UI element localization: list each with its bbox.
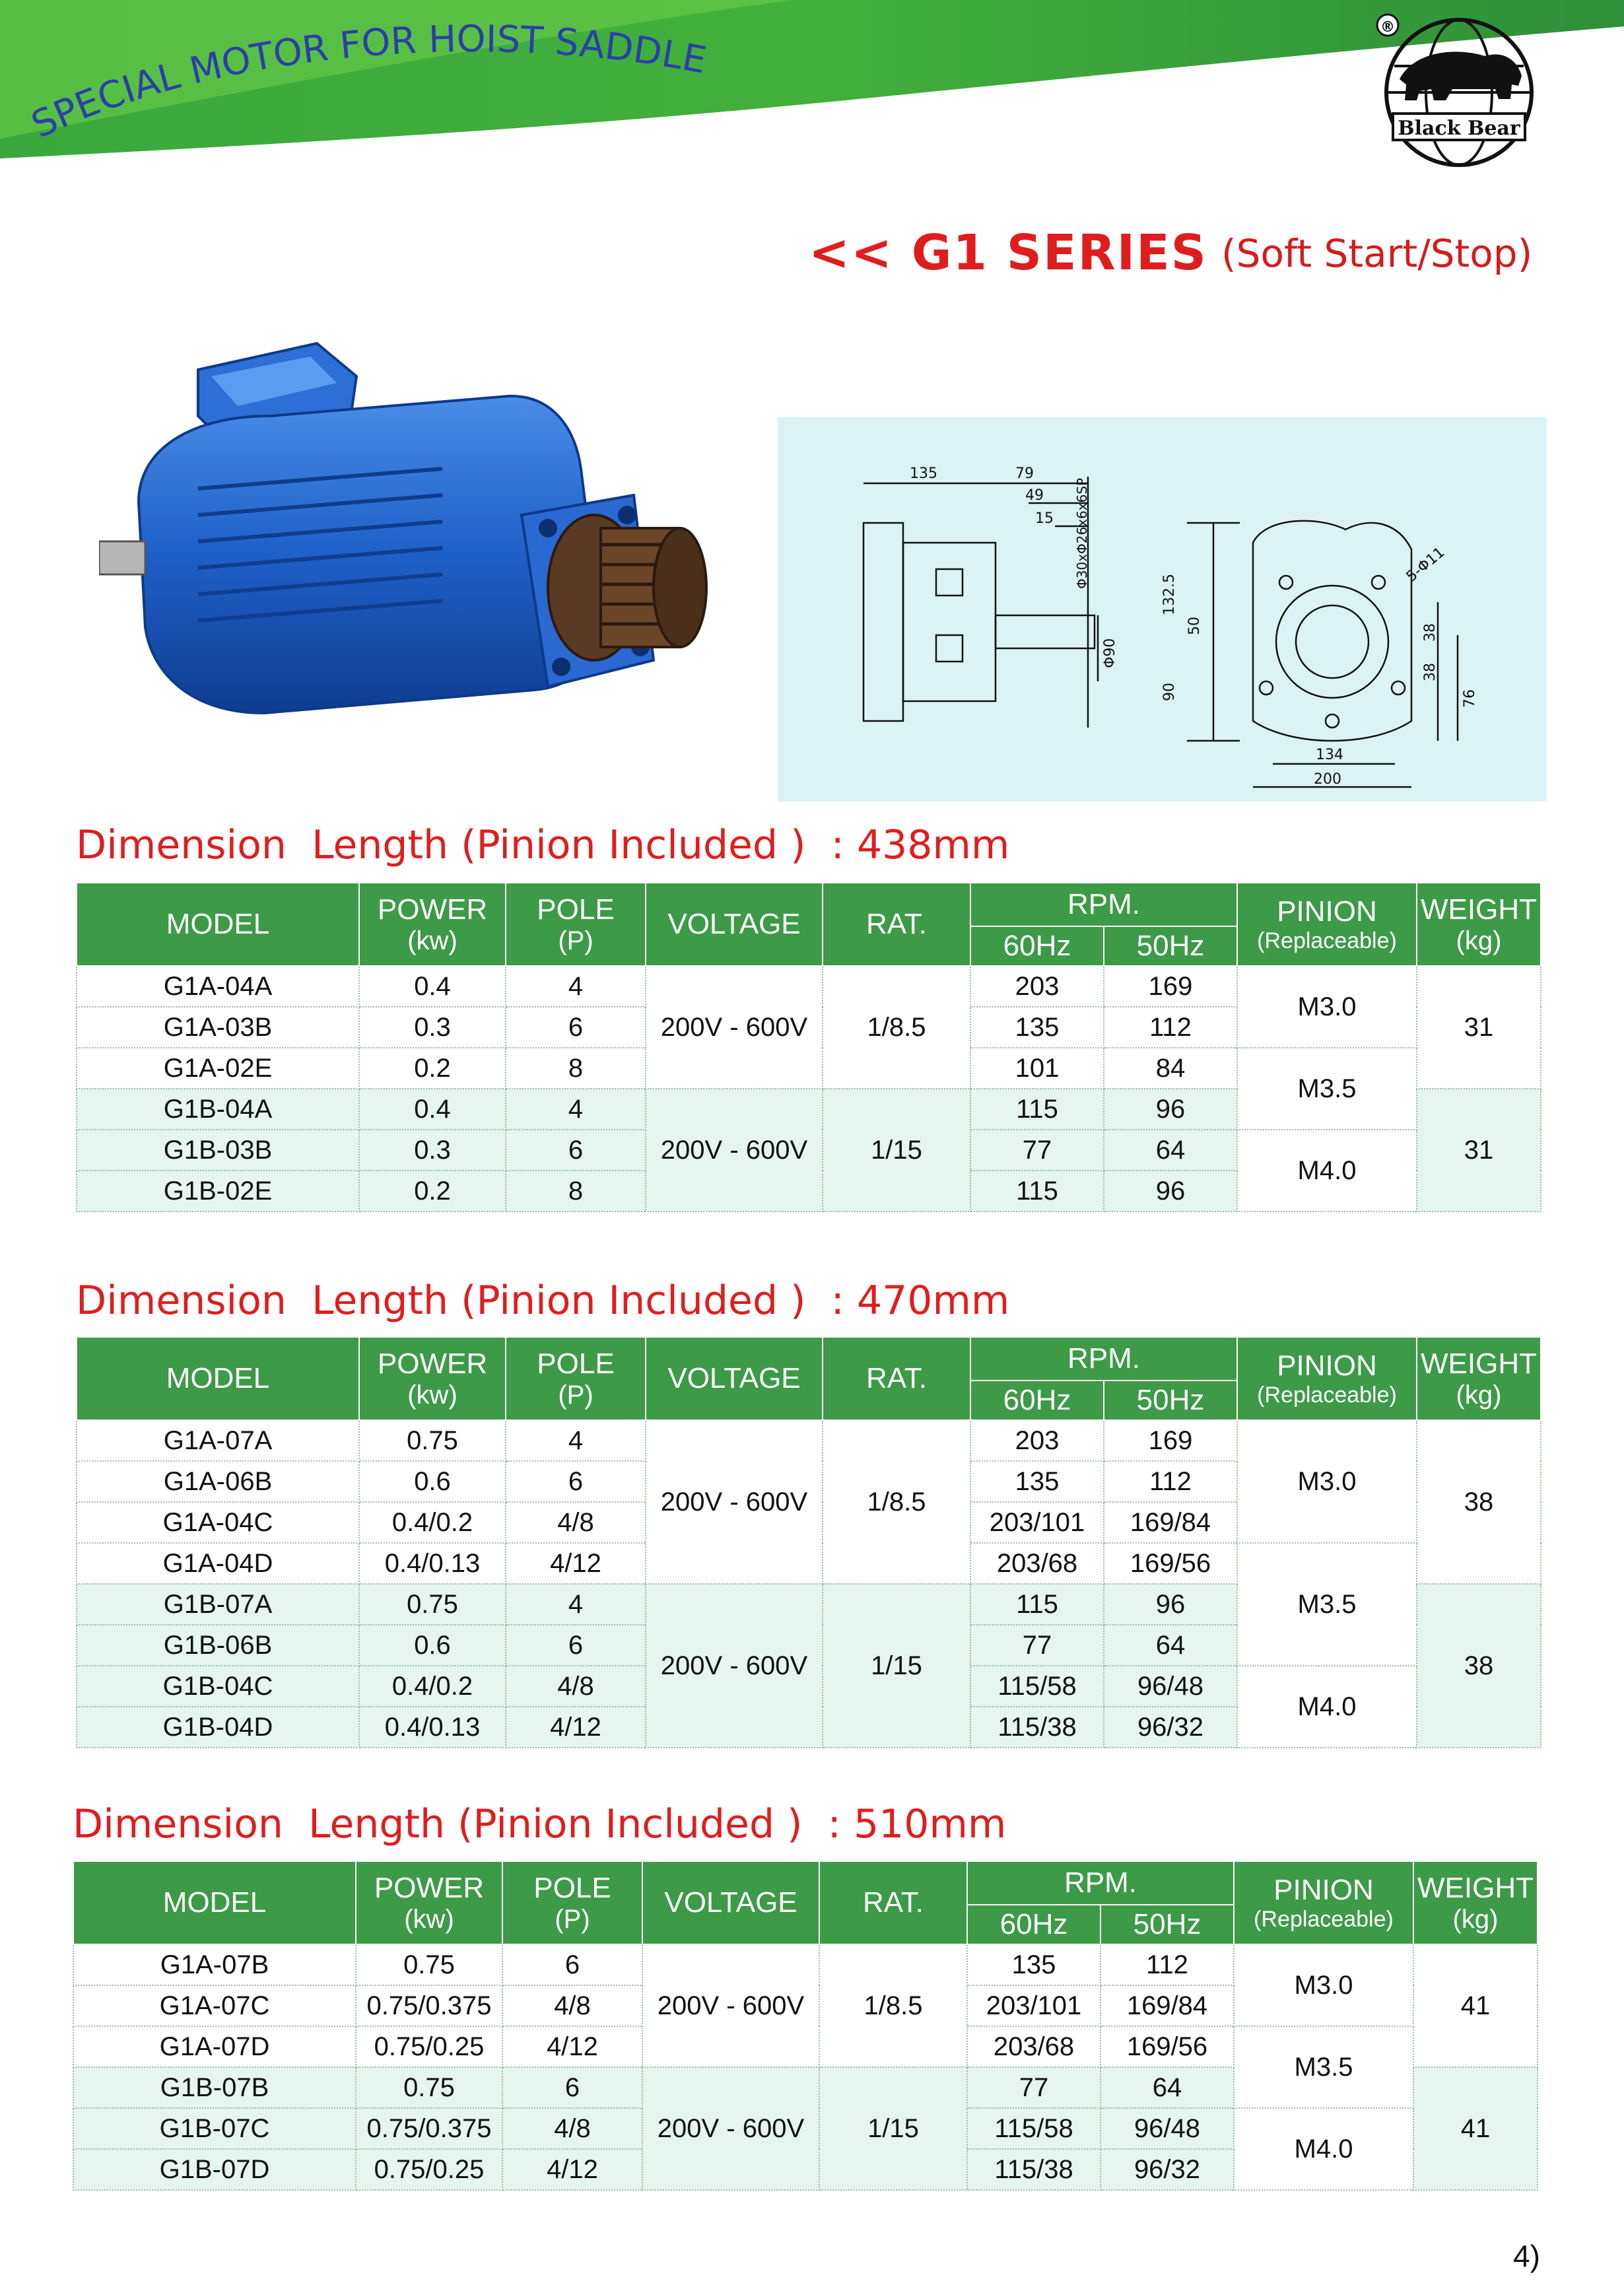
cell-rat: 1/8.5 (819, 1944, 967, 2067)
col-power: POWER (kw) (356, 1861, 502, 1944)
spec-table-438 (76, 882, 1541, 1212)
cell-pole: 4 (506, 1089, 646, 1130)
dim-label: Φ90 (1102, 638, 1118, 668)
cell-rpm50: 84 (1104, 1048, 1237, 1089)
cell-model: G1B-04D (77, 1707, 359, 1748)
col-rat: RAT. (823, 883, 970, 966)
cell-rpm50: 96/48 (1104, 1666, 1237, 1707)
cell-rpm60: 203/68 (970, 1543, 1104, 1584)
dim-label: 134 (1316, 747, 1343, 763)
cell-rpm60: 135 (967, 1944, 1100, 1985)
col-weight: WEIGHT (kg) (1413, 1861, 1538, 1944)
dimension-heading-438: Dimension Length (Pinion Included ) : 438mm (76, 822, 1010, 868)
cell-rpm60: 115/38 (970, 1707, 1104, 1748)
cell-power: 0.4 (359, 966, 506, 1007)
cell-model: G1A-07B (73, 1944, 356, 1985)
cell-power: 0.2 (359, 1048, 506, 1089)
cell-rpm60: 203 (970, 1420, 1104, 1461)
col-voltage: VOLTAGE (642, 1861, 819, 1944)
table-row (73, 1944, 1538, 1985)
cell-power: 0.75 (359, 1420, 506, 1461)
cell-weight: 41 (1413, 1944, 1538, 2067)
cell-rpm60: 135 (970, 1007, 1104, 1048)
cell-rat: 1/8.5 (823, 966, 970, 1089)
banner-title: SPECIAL MOTOR FOR HOIST SADDLE (25, 17, 710, 147)
cell-rpm50: 96 (1104, 1584, 1237, 1625)
cell-rpm60: 203/101 (970, 1502, 1104, 1543)
cell-rpm50: 112 (1100, 1944, 1234, 1985)
col-pinion: PINION (Replaceable) (1234, 1861, 1413, 1944)
series-subtitle: (Soft Start/Stop) (1221, 231, 1533, 276)
cell-rpm50: 96/48 (1100, 2108, 1234, 2149)
cell-pole: 4/12 (502, 2026, 642, 2067)
cell-power: 0.4 (359, 1089, 506, 1130)
cell-voltage: 200V - 600V (646, 966, 823, 1089)
cell-rpm50: 169 (1104, 1420, 1237, 1461)
motor-photo (99, 317, 746, 779)
cell-pole: 8 (506, 1171, 646, 1212)
cell-rpm60: 77 (970, 1625, 1104, 1666)
cell-voltage: 200V - 600V (646, 1420, 823, 1584)
col-pinion: PINION (Replaceable) (1237, 883, 1417, 966)
col-rpm: RPM. (970, 883, 1237, 926)
cell-voltage: 200V - 600V (646, 1089, 823, 1212)
col-voltage: VOLTAGE (646, 883, 823, 966)
table-row (77, 966, 1541, 1007)
spec-table-470 (76, 1336, 1541, 1748)
cell-rpm50: 96/32 (1104, 1707, 1237, 1748)
cell-power: 0.75/0.25 (356, 2149, 502, 2190)
cell-model: G1B-07A (77, 1584, 359, 1625)
cell-pinion: M4.0 (1237, 1130, 1417, 1212)
cell-power: 0.4/0.13 (359, 1707, 506, 1748)
cell-rat: 1/15 (823, 1089, 970, 1212)
dim-label: Φ30xΦ26x6x6SP (1074, 477, 1090, 589)
cell-rat: 1/8.5 (823, 1420, 970, 1584)
cell-model: G1B-03B (77, 1130, 359, 1171)
dim-label: 15 (1035, 510, 1054, 527)
cell-power: 0.75 (356, 2067, 502, 2108)
cell-model: G1B-07B (73, 2067, 356, 2108)
cell-model: G1A-07C (73, 1985, 356, 2026)
cell-pole: 4 (506, 1584, 646, 1625)
dim-label: 76 (1462, 689, 1478, 708)
cell-rpm60: 101 (970, 1048, 1104, 1089)
cell-pinion: M3.5 (1237, 1048, 1417, 1130)
cell-weight: 31 (1417, 966, 1541, 1089)
cell-pinion: M3.0 (1234, 1944, 1413, 2026)
cell-rpm50: 169/84 (1100, 1985, 1234, 2026)
dimension-heading-470: Dimension Length (Pinion Included ) : 470mm (76, 1278, 1010, 1324)
registered-mark: ® (1380, 19, 1395, 36)
cell-rpm60: 115 (970, 1171, 1104, 1212)
cell-pole: 4 (506, 1420, 646, 1461)
col-model: MODEL (77, 883, 359, 966)
dim-label: 90 (1161, 683, 1178, 701)
page-number: 4) (1513, 2239, 1540, 2273)
cell-rpm50: 169/84 (1104, 1502, 1237, 1543)
cell-rpm60: 203 (970, 966, 1104, 1007)
cell-rpm50: 64 (1100, 2067, 1234, 2108)
cell-power: 0.2 (359, 1171, 506, 1212)
col-weight: WEIGHT (kg) (1417, 883, 1541, 966)
cell-model: G1A-04A (77, 966, 359, 1007)
dim-label: 132.5 (1161, 574, 1178, 615)
cell-power: 0.6 (359, 1461, 506, 1502)
cell-power: 0.6 (359, 1625, 506, 1666)
cell-pinion: M3.0 (1237, 966, 1417, 1048)
cell-rpm50: 112 (1104, 1007, 1237, 1048)
dim-label: 200 (1314, 771, 1341, 788)
cell-pole: 4/12 (506, 1707, 646, 1748)
cell-pole: 6 (506, 1625, 646, 1666)
dim-label: 38 (1422, 623, 1438, 642)
cell-model: G1A-07D (73, 2026, 356, 2067)
cell-rat: 1/15 (819, 2067, 967, 2190)
dim-label: 49 (1025, 487, 1044, 504)
col-rpm-50hz: 50Hz (1104, 1381, 1237, 1420)
col-power: POWER (kw) (359, 1337, 506, 1420)
cell-rpm60: 115/58 (970, 1666, 1104, 1707)
cell-rat: 1/15 (823, 1584, 970, 1748)
cell-model: G1B-02E (77, 1171, 359, 1212)
cell-rpm60: 115 (970, 1089, 1104, 1130)
col-pinion: PINION (Replaceable) (1237, 1337, 1417, 1420)
cell-power: 0.4/0.2 (359, 1666, 506, 1707)
cell-pole: 6 (506, 1461, 646, 1502)
cell-pinion: M3.0 (1237, 1420, 1417, 1543)
cell-rpm50: 96/32 (1100, 2149, 1234, 2190)
cell-power: 0.4/0.2 (359, 1502, 506, 1543)
col-rat: RAT. (823, 1337, 970, 1420)
cell-model: G1A-06B (77, 1461, 359, 1502)
cell-rpm60: 135 (970, 1461, 1104, 1502)
cell-pinion: M3.5 (1234, 2026, 1413, 2108)
cell-power: 0.3 (359, 1130, 506, 1171)
col-pole: POLE (P) (502, 1861, 642, 1944)
cell-power: 0.75/0.375 (356, 2108, 502, 2149)
col-power: POWER (kw) (359, 883, 506, 966)
col-rpm: RPM. (970, 1337, 1237, 1381)
dim-label: 135 (910, 465, 937, 482)
cell-model: G1B-04A (77, 1089, 359, 1130)
cell-model: G1A-07A (77, 1420, 359, 1461)
col-weight: WEIGHT (kg) (1417, 1337, 1541, 1420)
cell-rpm50: 64 (1104, 1625, 1237, 1666)
cell-power: 0.75 (359, 1584, 506, 1625)
cell-model: G1A-04C (77, 1502, 359, 1543)
cell-model: G1B-06B (77, 1625, 359, 1666)
cell-model: G1B-07C (73, 2108, 356, 2149)
cell-pole: 4/8 (502, 1985, 642, 2026)
cell-rpm50: 169 (1104, 966, 1237, 1007)
cell-pole: 4/8 (502, 2108, 642, 2149)
cell-rpm60: 203/68 (967, 2026, 1100, 2067)
dimension-heading-510: Dimension Length (Pinion Included ) : 510mm (73, 1801, 1007, 1847)
table-row (77, 1420, 1541, 1461)
cell-pole: 6 (502, 2067, 642, 2108)
cell-pole: 6 (506, 1007, 646, 1048)
cell-voltage: 200V - 600V (642, 2067, 819, 2190)
cell-weight: 38 (1417, 1420, 1541, 1584)
cell-rpm50: 112 (1104, 1461, 1237, 1502)
brand-name: Black Bear (1398, 117, 1520, 140)
col-pole: POLE (P) (506, 883, 646, 966)
col-rpm: RPM. (967, 1861, 1234, 1905)
cell-model: G1A-02E (77, 1048, 359, 1089)
cell-pole: 8 (506, 1048, 646, 1089)
cell-pole: 6 (506, 1130, 646, 1171)
dim-label: 79 (1015, 465, 1034, 482)
col-model: MODEL (73, 1861, 356, 1944)
cell-rpm60: 115 (970, 1584, 1104, 1625)
cell-rpm60: 115/58 (967, 2108, 1100, 2149)
dim-label: 50 (1186, 617, 1203, 635)
col-rpm-60hz: 60Hz (970, 1381, 1104, 1420)
col-rat: RAT. (819, 1861, 967, 1944)
cell-power: 0.75 (356, 1944, 502, 1985)
cell-voltage: 200V - 600V (646, 1584, 823, 1748)
cell-power: 0.4/0.13 (359, 1543, 506, 1584)
cell-weight: 41 (1413, 2067, 1538, 2190)
col-model: MODEL (77, 1337, 359, 1420)
cell-pole: 4/8 (506, 1502, 646, 1543)
col-pole: POLE (P) (506, 1337, 646, 1420)
col-rpm-60hz: 60Hz (967, 1905, 1100, 1944)
col-rpm-60hz: 60Hz (970, 926, 1104, 966)
cell-pinion: M3.5 (1237, 1543, 1417, 1666)
col-rpm-50hz: 50Hz (1104, 926, 1237, 966)
cell-rpm50: 169/56 (1104, 1543, 1237, 1584)
cell-pole: 4 (506, 966, 646, 1007)
cell-rpm60: 77 (967, 2067, 1100, 2108)
cell-rpm50: 64 (1104, 1130, 1237, 1171)
cell-power: 0.75/0.375 (356, 1985, 502, 2026)
series-title: << G1 SERIES (809, 224, 1207, 281)
cell-voltage: 200V - 600V (642, 1944, 819, 2067)
col-rpm-50hz: 50Hz (1100, 1905, 1234, 1944)
dim-label: 5-Φ11 (1403, 544, 1448, 586)
col-voltage: VOLTAGE (646, 1337, 823, 1420)
cell-pole: 6 (502, 1944, 642, 1985)
black-bear-logo (1353, 7, 1565, 172)
cell-rpm50: 96 (1104, 1171, 1237, 1212)
cell-pole: 4/12 (506, 1543, 646, 1584)
cell-pinion: M4.0 (1234, 2108, 1413, 2190)
cell-power: 0.3 (359, 1007, 506, 1048)
cell-model: G1A-04D (77, 1543, 359, 1584)
cell-weight: 31 (1417, 1089, 1541, 1212)
cell-rpm60: 77 (970, 1130, 1104, 1171)
dimension-drawing (778, 417, 1547, 802)
cell-rpm60: 115/38 (967, 2149, 1100, 2190)
dim-label: 38 (1422, 663, 1438, 681)
cell-model: G1B-07D (73, 2149, 356, 2190)
cell-pinion: M4.0 (1237, 1666, 1417, 1748)
cell-power: 0.75/0.25 (356, 2026, 502, 2067)
cell-model: G1A-03B (77, 1007, 359, 1048)
cell-pole: 4/8 (506, 1666, 646, 1707)
spec-table-510 (73, 1861, 1538, 2191)
cell-pole: 4/12 (502, 2149, 642, 2190)
cell-rpm60: 203/101 (967, 1985, 1100, 2026)
cell-model: G1B-04C (77, 1666, 359, 1707)
cell-rpm50: 96 (1104, 1089, 1237, 1130)
cell-weight: 38 (1417, 1584, 1541, 1748)
cell-rpm50: 169/56 (1100, 2026, 1234, 2067)
